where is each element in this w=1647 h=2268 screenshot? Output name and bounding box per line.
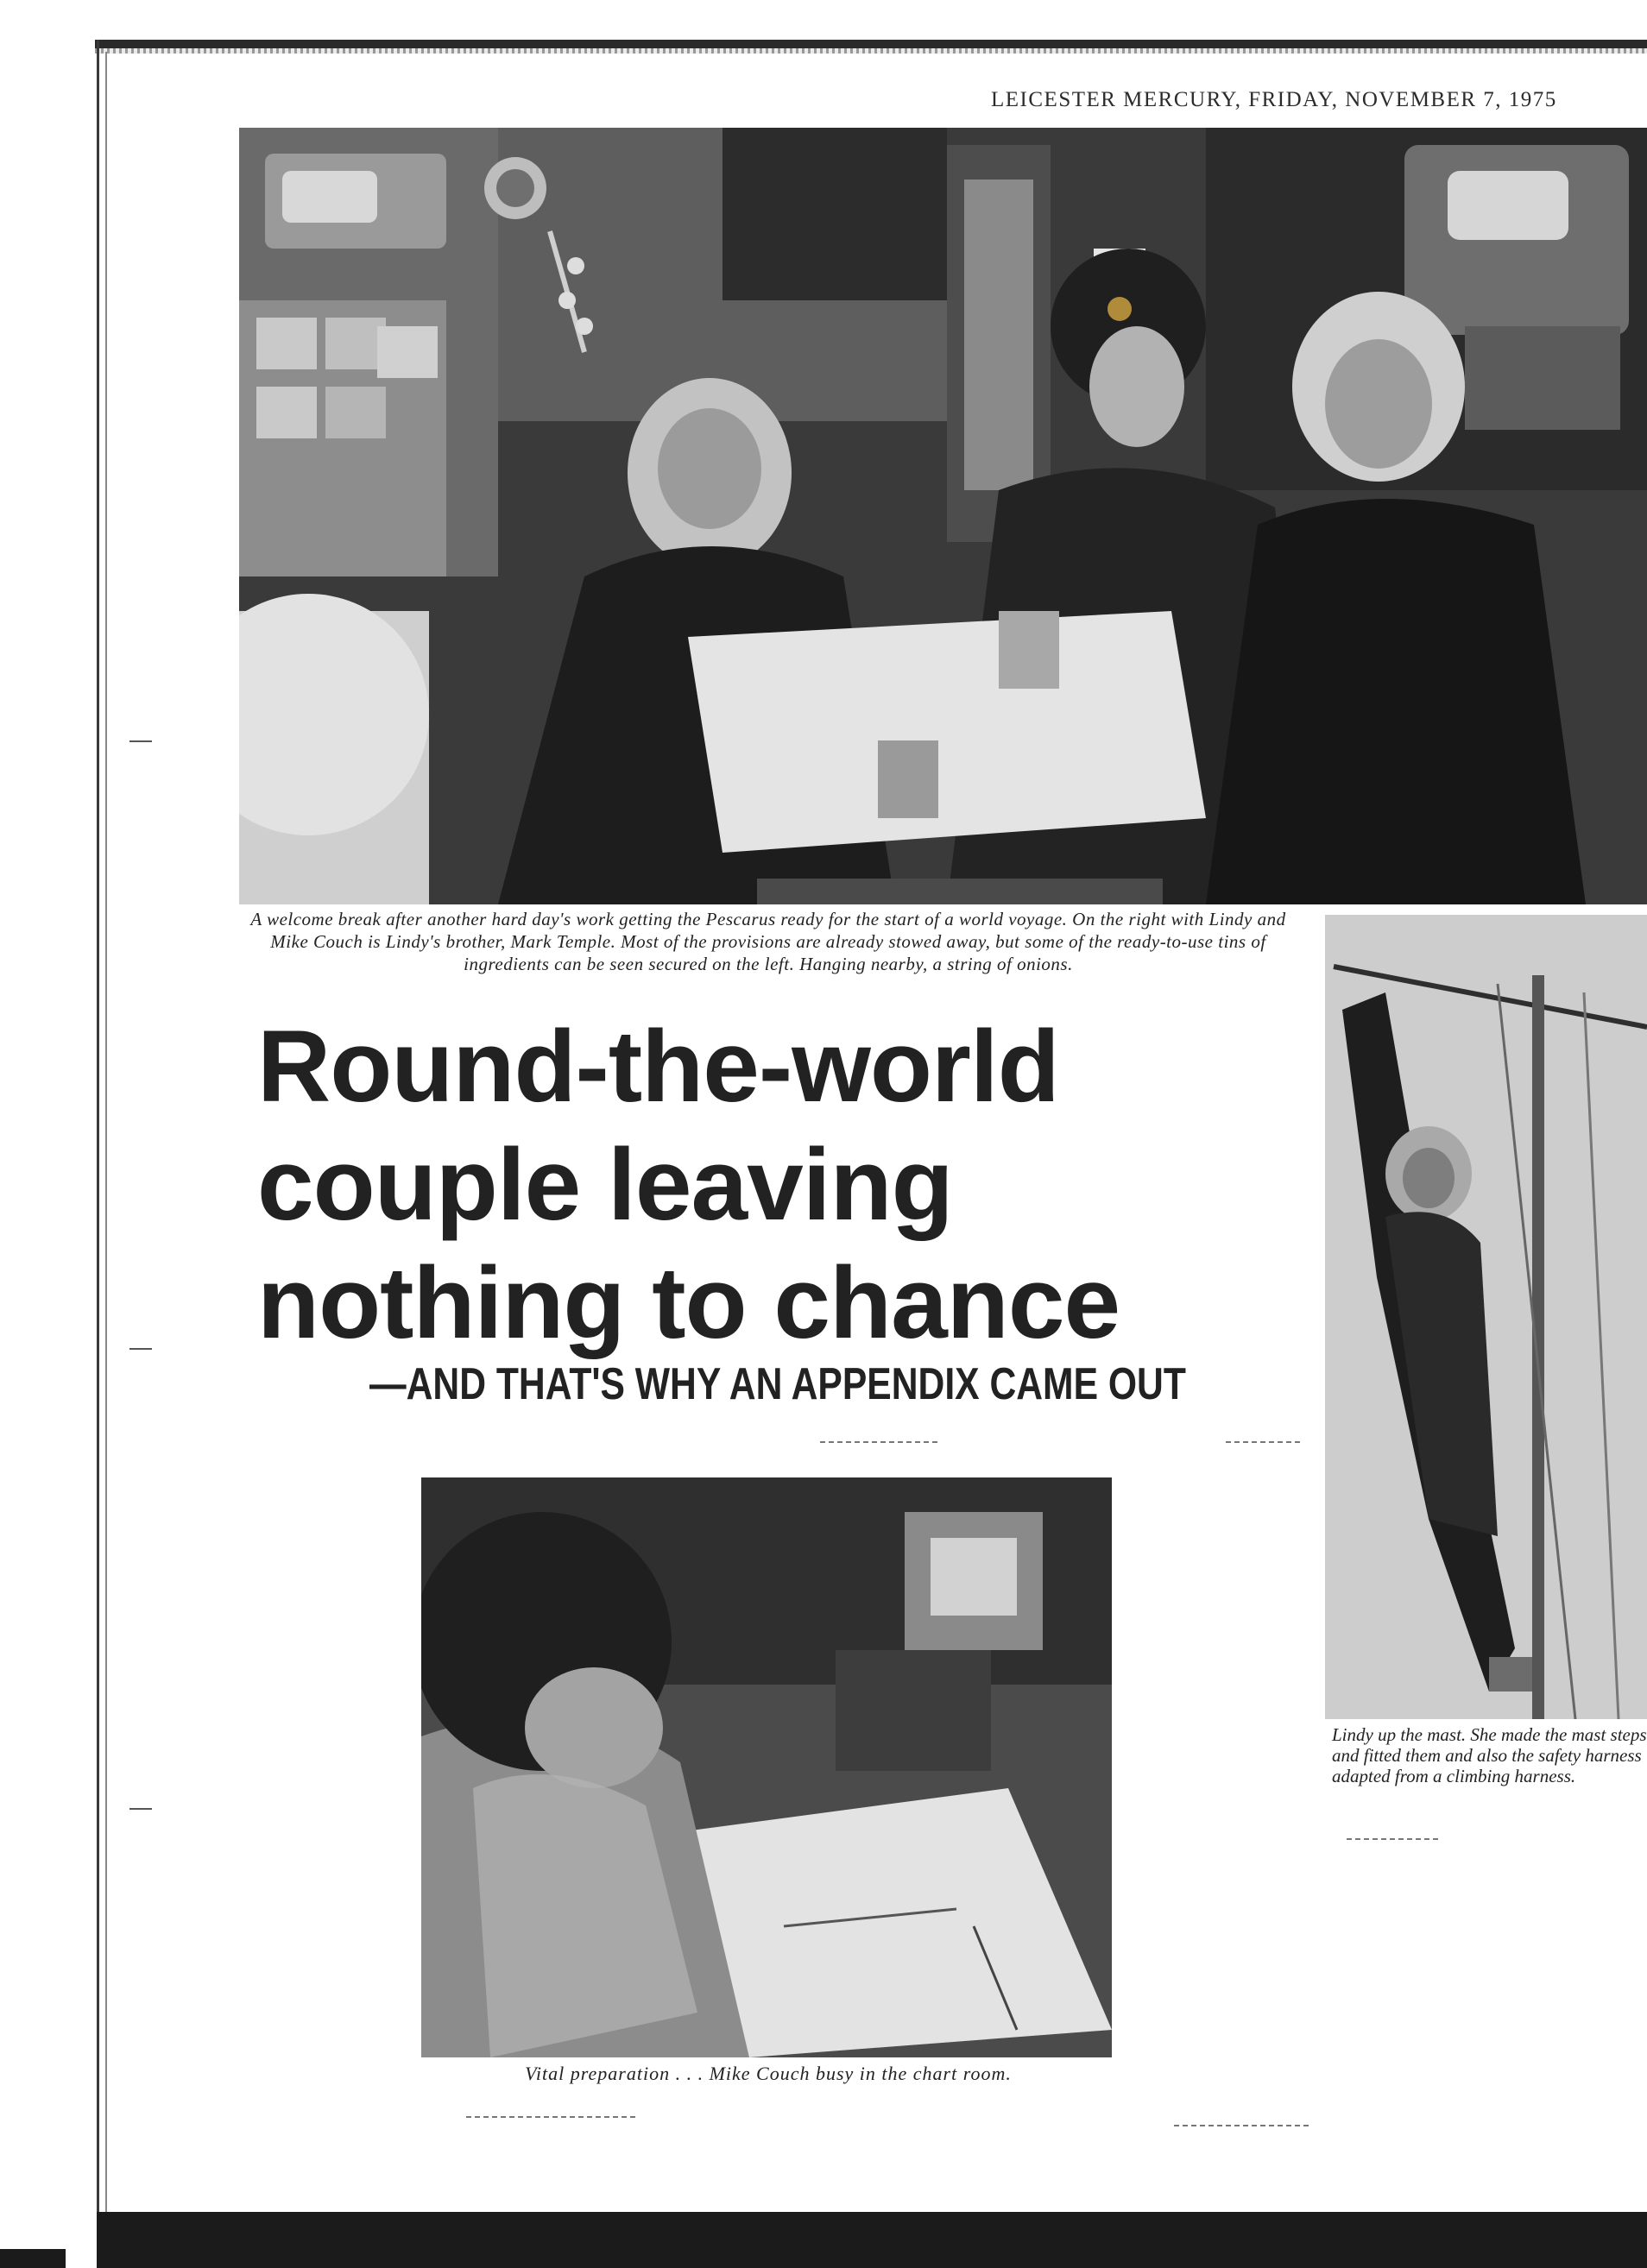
divider-rule: [1347, 1838, 1442, 1840]
mast-caption: Lindy up the mast. She made the mast steps and fitted them and also the safety harness adapted from a climbing harness.: [1332, 1724, 1647, 1786]
scan-tick: [129, 740, 152, 742]
masthead: LEICESTER MERCURY, FRIDAY, NOVEMBER 7, 1975: [991, 88, 1557, 111]
scan-bottom-bar: [97, 2212, 1647, 2268]
divider-rule: [1226, 1441, 1303, 1443]
galley-photo: [239, 128, 1647, 904]
headline-line-1: Round-the-world: [257, 1010, 1059, 1124]
divider-rule: [466, 2116, 639, 2118]
scan-left-edge-inner: [105, 52, 107, 2244]
mast-photo: [1325, 915, 1647, 1719]
headline-line-2: couple leaving: [257, 1128, 953, 1242]
divider-rule: [820, 1441, 941, 1443]
scan-top-edge: [95, 48, 1647, 54]
chart-room-photo: [421, 1477, 1112, 2057]
chart-room-caption: Vital preparation . . . Mike Couch busy in the chart room.: [525, 2063, 1012, 2084]
scan-left-edge: [97, 40, 99, 2249]
scan-tick: [129, 1348, 152, 1350]
scan-tick: [129, 1808, 152, 1810]
galley-caption: A welcome break after another hard day's work getting the Pescarus ready for the start of a world voyage. On the right with Lindy and Mike Couch is Lindy's brother, Mark Temple. Most of the provisions are already stowed away, but some of the ready-to-use tins of ingredients can be seen secured on the left. Hanging nearby, a string of onions.: [250, 909, 1286, 974]
scan-top-bar: [95, 40, 1647, 48]
subhead: —AND THAT'S WHY AN APPENDIX CAME OUT: [369, 1359, 1186, 1409]
scan-bottom-block: [0, 2249, 66, 2268]
divider-rule: [1174, 2125, 1312, 2126]
headline: [257, 1008, 1328, 1363]
headline-line-3: nothing to chance: [257, 1246, 1120, 1360]
